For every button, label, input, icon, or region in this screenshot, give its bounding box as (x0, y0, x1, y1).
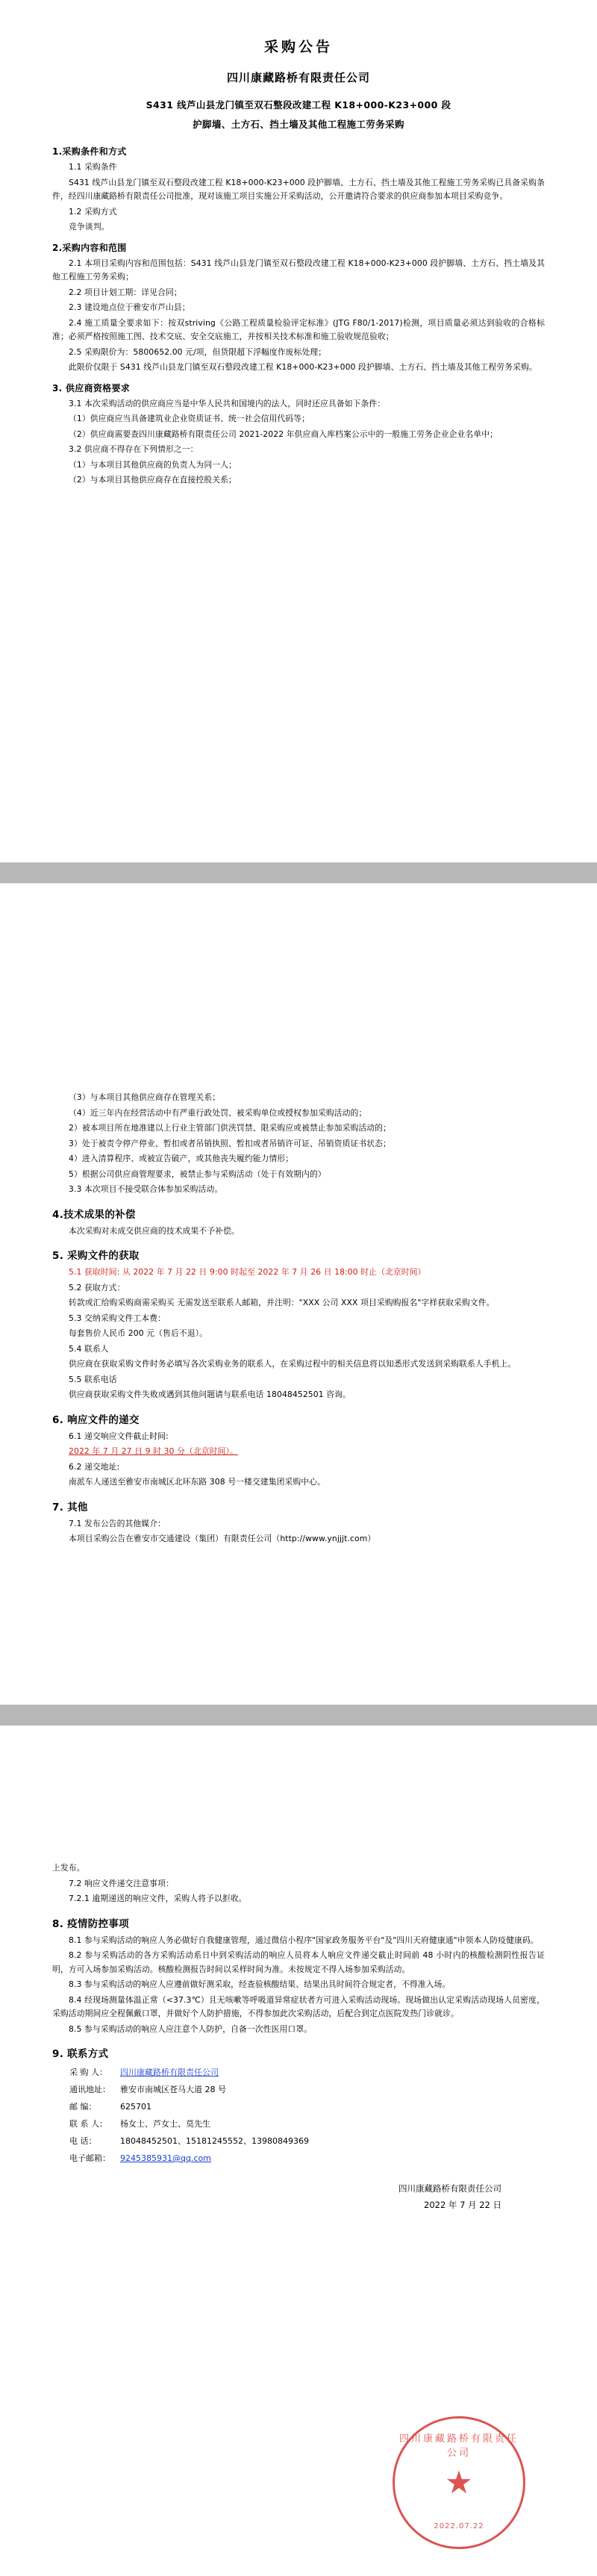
page-title: 采购公告 (263, 39, 333, 55)
contact-value-email[interactable]: 9245385931@qq.com (120, 2153, 211, 2163)
section-3-2-item-6: 3）处于被责令停产停业、暂扣或者吊销执照、暂扣或者吊销许可证、吊销资质证书状态； (69, 1138, 391, 1148)
section-3-1-item-1: （1）供应商应当具备建筑业企业资质证书、统一社会信用代码等； (69, 414, 310, 423)
section-3-2: 3.2 供应商不得存在下列情形之一： (69, 444, 199, 454)
section-3-3: 3.3 本次项目不接受联合体参加采购活动。 (69, 1184, 223, 1194)
acquire-time-mid: 时起至 (231, 1267, 255, 1277)
star-icon: ★ (445, 2464, 473, 2501)
section-5-4-text: 供应商在获取采购文件时务必填写各次采购业务的联系人，在采购过程中的相关信息将以知悉形式发送到采购联系人手机上。 (69, 1359, 516, 1369)
contact-label-phone: 电 话： (69, 2136, 97, 2146)
section-5-5-label: 5.5 联系电话 (69, 1374, 117, 1384)
section-3-2-item-4: （4）近三年内在经营活动中有严重行政处罚、被采购单位或授权参加采购活动的； (69, 1107, 367, 1118)
contact-value-postcode: 625701 (120, 2102, 151, 2112)
table-row (69, 2132, 310, 2150)
section-3-2-item-7: 4）进入清算程序、或被宣告破产，或其他丧失履约能力情形； (69, 1154, 294, 1163)
table-row (69, 2150, 310, 2167)
contact-table (69, 2064, 310, 2167)
section-1-1-text: S431 线芦山县龙门镇至双石整段改建工程 K18+000-K23+000 段护脚墙、土方石、挡土墙及其他工程施工劳务采购已具备采购条件，经四川康藏路桥有限责任公司批准，现对该施工项目实施公开采购活动，公开邀请符合要求的供应商参加本项目采购竞争。 (52, 177, 545, 201)
contact-label-person: 联 系 人： (69, 2119, 107, 2129)
project-title (52, 96, 545, 134)
section-3-2-item-5: 2）被本项目所在地准建以上行业主管部门供浃罚禁、限采购应或被禁止参加采购活动的； (69, 1123, 391, 1133)
section-3-heading: 3. 供应商资格要求 (52, 382, 131, 393)
section-5-2-label: 5.2 获取方式： (69, 1282, 125, 1292)
section-7-2-1: 7.2.1 逾期递送的响应文件，采购人将予以拒收。 (69, 1894, 247, 1903)
section-2-1: 2.1 本项目采购内容和范围包括：S431 线芦山县龙门镇至双石整段改建工程 K18+000-K23+000 段护脚墙、土方石、挡土墙及其他工程施工劳务采购； (52, 258, 545, 281)
page-separator-1 (0, 862, 597, 883)
table-row (69, 2115, 310, 2132)
section-5-2-text: 转款或汇给购采购商需采购买 无需发送至联系人邮箱，并注明："XXX 公司 XXX 项目采购购报名"字样获取采购文件。 (69, 1298, 495, 1307)
project-title-line-1: S431 线芦山县龙门镇至双石整段改建工程 K18+000-K23+000 段 (146, 99, 451, 111)
acquire-time-end: 2022 年 7 月 26 日 18:00 (257, 1267, 358, 1277)
page-separator-2 (0, 1705, 597, 1726)
section-5-heading: 5. 采购文件的获取 (52, 1250, 140, 1262)
section-7-heading: 7. 其他 (52, 1501, 88, 1513)
section-3-2-item-3: （3）与本项目其他供应商存在管理关系； (69, 1092, 221, 1102)
section-5-1-acquire-time (52, 1266, 545, 1280)
contact-label-postcode: 邮 编： (69, 2102, 97, 2112)
section-1-2-subheading: 1.2 采购方式 (69, 206, 117, 217)
section-8-5: 8.5 参与采购活动的响应人应注意个人防护，自备一次性医用口罩。 (69, 2023, 313, 2034)
section-6-1-deadline: 2022 年 7 月 27 日 9 时 30 分（北京时间）。 (69, 1446, 238, 1456)
acquire-time-prefix: 5.1 获取时间: 从 (69, 1267, 131, 1277)
section-6-2-label: 6.2 递交地址: (69, 1461, 120, 1472)
section-3-1: 3.1 本次采购活动的供应商应当是中华人民共和国境内的法人，同时还应具备如下条件： (69, 398, 386, 408)
contact-label-address: 通讯地址： (69, 2085, 110, 2094)
section-1-1-subheading: 1.1 采购条件 (69, 162, 117, 172)
section-6-heading: 6. 响应文件的递交 (52, 1413, 140, 1426)
section-3-2-item-8: 5）根据公司供应商管理要求，被禁止参与采购活动（处于有效期内的） (69, 1169, 326, 1179)
section-8-3: 8.3 参与采购活动的响应人应遵前做好测采取，经查验核酸结果、结果出具时间符合规定者，不得准入场。 (69, 1979, 451, 1989)
table-row (69, 2064, 310, 2081)
signature-company: 四川康藏路桥有限责任公司 (398, 2183, 501, 2194)
section-7-1-text: 本项目采购公告在雅安市交通建设（集团）有限责任公司（http://www.ynjjjt.com） (69, 1534, 376, 1543)
section-6-1-label: 6.1 递交响应文件截止时间: (69, 1431, 169, 1441)
page-1 (0, 0, 597, 862)
contact-value-person: 杨女士、芦女士、莫先生 (120, 2119, 210, 2129)
section-7-continued: 上发布。 (52, 1863, 85, 1873)
section-7-1-label: 7.1 发布公告的其他媒介： (69, 1518, 166, 1528)
section-3-2-item-1: （1）与本项目其他供应商的负责人为同一人； (69, 459, 237, 470)
section-1-heading: 1.采购条件和方式 (52, 146, 127, 157)
acquire-time-suffix: 时止（北京时间） (360, 1267, 426, 1277)
section-2-2: 2.2 项目计划工期：详见合同； (69, 287, 182, 297)
acquire-time-start: 2022 年 7 月 22 日 9:00 (133, 1267, 228, 1277)
section-7-2-label: 7.2 响应文件递交注意事项： (69, 1878, 174, 1888)
section-2-5: 2.5 采购限价为：5800652.00 元/项，但货限超下浮幅度作废标处理； (69, 346, 327, 357)
section-9-heading: 9. 联系方式 (52, 2048, 109, 2060)
contact-label-email: 电子邮箱： (69, 2153, 110, 2163)
contact-value-phone: 18048452501、15181245552、13980849369 (120, 2136, 309, 2146)
official-seal-stamp (393, 2416, 525, 2549)
section-3-1-item-2: （2）供应商需要查四川康藏路桥有限责任公司 2021-2022 年供应商入库档案公示中的一般施工劳务企业企业名单中； (69, 429, 498, 439)
section-4-text: 本次采购对未成交供应商的技术成果不予补偿。 (69, 1225, 240, 1236)
section-4-heading: 4.技术成果的补偿 (52, 1208, 136, 1221)
section-8-4: 8.4 经现场测量体温正常（<37.3℃）且无咳嗽等呼吸道异常症状者方可进入采购活动现场。现场做出认定采购活动现场人员密度，采购活动期间应全程佩戴口罩，并做好个人防护措施，不得参加此次采购活动，后配合到定点医院发热门诊就诊。 (52, 1994, 545, 2018)
contact-value-purchaser: 四川康藏路桥有限责任公司 (120, 2068, 219, 2077)
section-2-4: 2.4 施工质量全要求如下：按双striving《公路工程质量检验评定标准》(JTG F80/1-2017)检测，项目质量必须达到验收的合格标准；必须严格按照施工图、技术交底、安全交底施工，并按相关技术标准和施工验收规范验收； (52, 317, 545, 341)
table-row (69, 2098, 310, 2115)
section-6-2-address: 南派车人递送至雅安市南城区北环东路 308 号一楼交建集团采购中心。 (69, 1477, 325, 1487)
seal-arc-text: 四川康藏路桥有限责任公司 (398, 2433, 519, 2459)
contact-label-purchaser: 采 购 人： (69, 2068, 107, 2077)
project-title-line-2: 护脚墙、土方石、挡土墙及其他工程施工劳务采购 (193, 119, 404, 130)
section-2-3: 2.3 建设地点位于雅安市芦山县； (69, 302, 190, 312)
section-5-3-label: 5.3 交纳采购文件工本费： (69, 1313, 166, 1323)
page-2 (0, 883, 597, 1705)
section-8-1: 8.1 参与采购活动的响应人务必做好自我健康管理，通过微信小程序"国家政务服务平台"及"四川天府健康通"申领本人防疫健康码。 (69, 1935, 539, 1945)
section-5-3-text: 每套售价人民币 200 元（售后不退）。 (69, 1328, 208, 1338)
page-3 (0, 1726, 597, 2576)
section-1-2-text: 竞争谈判。 (69, 222, 110, 231)
seal-bottom-text: 2022.07.22 (434, 2522, 484, 2530)
section-3-2-item-2: （2）与本项目其他供应商存在直接控股关系； (69, 475, 237, 485)
section-5-4-label: 5.4 联系人 (69, 1343, 109, 1354)
purchaser-company-title: 四川康藏路桥有限责任公司 (226, 71, 370, 84)
section-2-heading: 2.采购内容和范围 (52, 242, 127, 253)
signature-date: 2022 年 7 月 22 日 (424, 2200, 501, 2210)
signature-block (52, 2180, 545, 2213)
section-8-heading: 8. 疫情防控事项 (52, 1917, 129, 1930)
section-5-5-text: 供应商获取采购文件失败或遇到其他问题请与联系电话 18048452501 咨询。 (69, 1390, 351, 1399)
table-row (69, 2081, 310, 2098)
section-8-2: 8.2 参与采购活动的各方采购活动系日中到采购活动的响应人员将本人响应文件递交截止时间前 48 小时内的核酸检测阴性报告证明，方可入场参加采购活动。核酸检测报告时间以采样时间为准。未按规定不得入场参加采购活动。 (52, 1950, 545, 1974)
section-2-6: 此限价仅限于 S431 线芦山县龙门镇至双石整段改建工程 K18+000-K23+000 段护脚墙、土方石、挡土墙及其他工程劳务采购。 (69, 362, 537, 372)
contact-value-address: 雅安市南城区苍马大道 28 号 (120, 2085, 226, 2094)
